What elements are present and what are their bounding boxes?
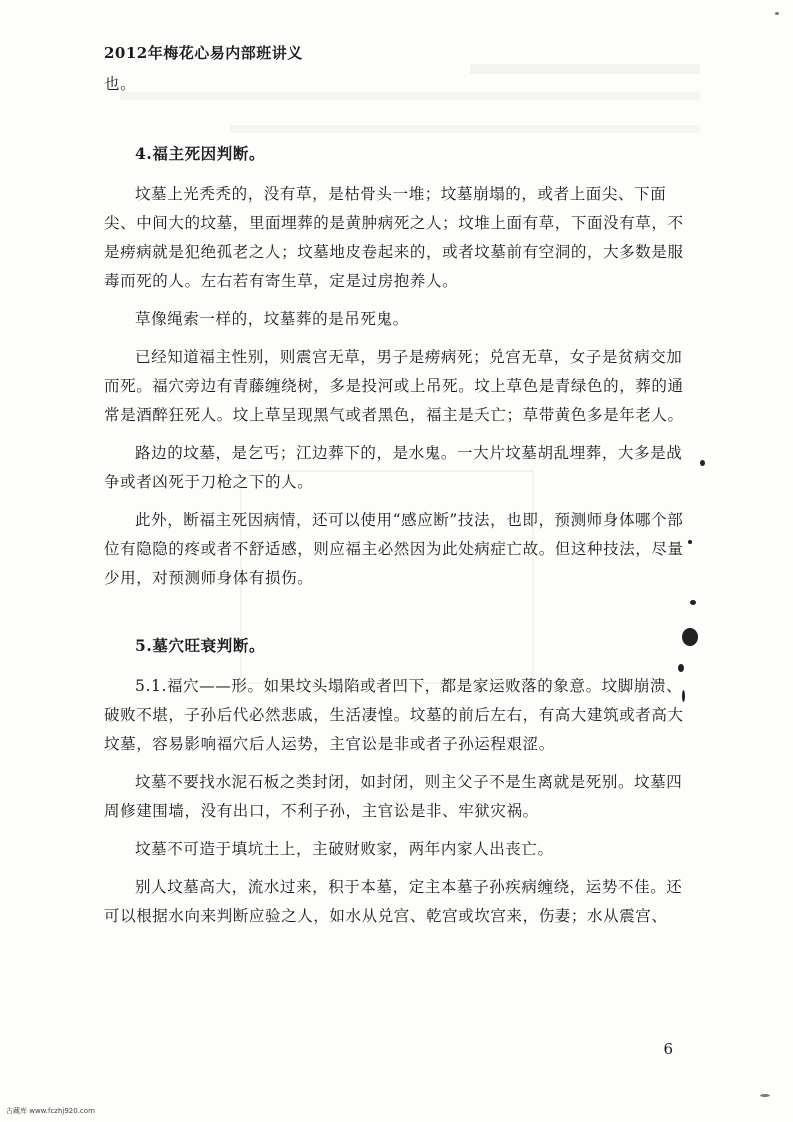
scan-speck bbox=[690, 600, 696, 605]
continuation-line: 也。 bbox=[104, 75, 137, 93]
paragraph: 5.1.福穴——形。如果坟头塌陷或者凹下，都是家运败落的象意。坟脚崩溃、破败不堪，子孙后代必然悲戚，生活凄惶。坟墓的前后左右，有高大建筑或者高大坟墓，容易影响福穴后人运势，主官讼是非或者子孙运程艰涩。 bbox=[104, 677, 684, 753]
section-heading: 5.墓穴旺衰判断。 bbox=[135, 636, 266, 655]
paragraph: 别人坟墓高大，流水过来，积于本墓，定主本墓子孙疾病缠绕，运势不佳。还可以根据水向来判断应验之人，如水从兑宫、乾宫或坎宫来，伤妻；水从震宫、 bbox=[104, 878, 683, 925]
scan-speck bbox=[775, 12, 779, 15]
scan-speck bbox=[678, 664, 684, 672]
scan-speck bbox=[700, 460, 705, 466]
page-number: 6 bbox=[663, 1040, 673, 1058]
document-body bbox=[104, 70, 684, 940]
document-header: 2012年梅花心易内部班讲义 bbox=[104, 44, 303, 62]
scan-speck bbox=[688, 540, 692, 544]
paragraph: 坟墓不要找水泥石板之类封闭，如封闭，则主父子不是生离就是死别。坟墓四周修建围墙，没有出口，不利子孙，主官讼是非、牢狱灾祸。 bbox=[104, 773, 683, 820]
section-heading: 4.福主死因判断。 bbox=[135, 144, 266, 163]
scan-speck bbox=[682, 628, 698, 646]
scan-speck bbox=[682, 690, 685, 702]
paragraph: 此外，断福主死因病情，还可以使用“感应断”技法，也即，预测师身体哪个部位有隐隐的疼或者不舒适感，则应福主必然因为此处病症亡故。但这种技法，尽量少用，对预测师身体有损伤。 bbox=[104, 511, 684, 587]
watermark: 古藏库 www.fczhj920.com bbox=[6, 1107, 95, 1115]
paragraph: 草像绳索一样的，坟墓葬的是吊死鬼。 bbox=[135, 310, 409, 328]
paragraph: 坟墓不可造于填坑土上，主破财败家，两年内家人出丧亡。 bbox=[135, 840, 554, 858]
paragraph: 已经知道福主性别，则震宫无草，男子是痨病死；兑宫无草，女子是贫病交加而死。福穴旁边有青藤缠绕树，多是投河或上吊死。坟上草色是青绿色的，葬的通常是酒醉狂死人。坟上草呈现黑气或者黑色，福主是夭亡；草带黄色多是年老人。 bbox=[104, 348, 684, 424]
paragraph: 路边的坟墓，是乞丐；江边葬下的，是水鬼。一大片坟墓胡乱埋葬，大多是战争或者凶死于刀枪之下的人。 bbox=[104, 444, 683, 491]
paragraph: 坟墓上光秃秃的，没有草，是枯骨头一堆；坟墓崩塌的，或者上面尖、下面尖、中间大的坟墓，里面埋葬的是黄肿病死之人；坟堆上面有草，下面没有草，不是痨病就是犯绝孤老之人；坟墓地皮卷起来的，或者坟墓前有空洞的，大多数是服毒而死的人。左右若有寄生草，定是过房抱养人。 bbox=[104, 185, 684, 290]
scan-speck bbox=[760, 1094, 770, 1097]
